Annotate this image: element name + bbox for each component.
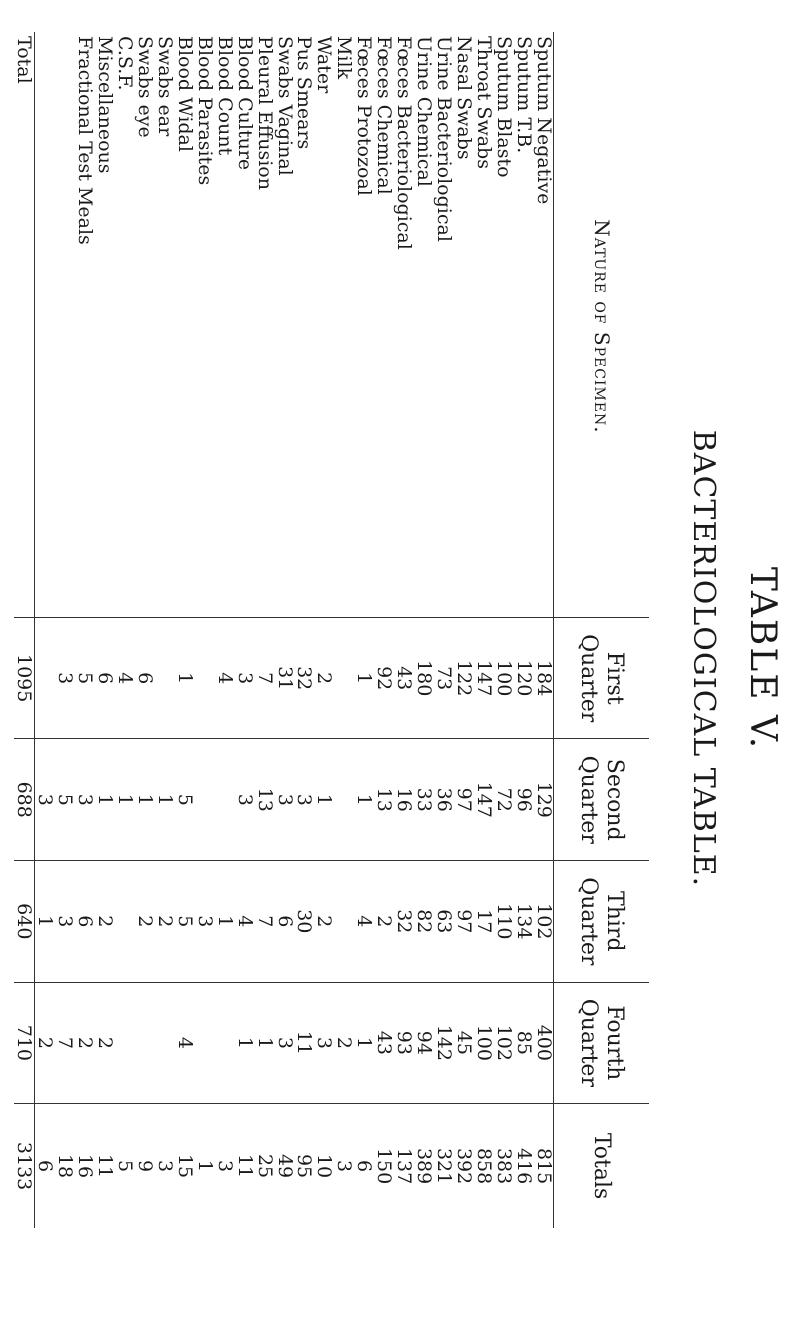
cell-third-quarter: 6 [75, 861, 95, 983]
cell-specimen-name: Sputum Negative [532, 36, 555, 205]
cell-second-quarter [194, 739, 214, 861]
header-nature: Nature of Specimen. [554, 32, 650, 617]
cell-total: 1 [194, 1104, 214, 1228]
cell-total: 11 [234, 1104, 254, 1228]
cell-third-quarter: 5 [174, 861, 194, 983]
cell-second-quarter: 5 [174, 739, 194, 861]
cell-specimen-name: Throat Swabs [472, 36, 495, 169]
cell-first-quarter: 7 [254, 617, 274, 739]
table-row [453, 32, 473, 1228]
cell-second-quarter: 1 [135, 739, 155, 861]
table-title: BACTERIOLOGICAL TABLE. [686, 429, 721, 888]
cell-third-quarter: 2 [135, 861, 155, 983]
cell-second-quarter: 3 [294, 739, 314, 861]
cell-total: 10 [314, 1104, 334, 1228]
cell-second-quarter: 13 [374, 739, 394, 861]
cell-total: 25 [254, 1104, 274, 1228]
cell-third-quarter [334, 861, 354, 983]
cell-third-quarter: 32 [394, 861, 414, 983]
cell-second-quarter: 33 [414, 739, 434, 861]
cell-total: 383 [493, 1104, 513, 1228]
table-row [294, 32, 314, 1228]
cell-total: 416 [513, 1104, 533, 1228]
table-row [254, 32, 274, 1228]
table-row [135, 32, 155, 1228]
table-row [334, 32, 354, 1228]
table-row [194, 32, 214, 1228]
cell-fourth-quarter: 2 [95, 982, 115, 1104]
cell-fourth-quarter: 102 [493, 982, 513, 1104]
cell-total: 3 [334, 1104, 354, 1228]
cell-fourth-quarter: 1 [234, 982, 254, 1104]
cell-total: 6 [354, 1104, 374, 1228]
table-row [433, 32, 453, 1228]
cell-first-quarter: 5 [75, 617, 95, 739]
header-third-quarter: Third Quarter [554, 861, 650, 983]
cell-fourth-quarter: 4 [174, 982, 194, 1104]
cell-second-quarter: 3 [234, 739, 254, 861]
cell-total: 392 [453, 1104, 473, 1228]
cell-total: 389 [414, 1104, 434, 1228]
cell-first-quarter: 32 [294, 617, 314, 739]
cell-first-quarter: 184 [533, 617, 553, 739]
cell-specimen-name: Urine Bacteriological [432, 36, 455, 242]
cell-third-quarter: 30 [294, 861, 314, 983]
table-row [473, 32, 493, 1228]
cell-total: 150 [374, 1104, 394, 1228]
table-row [35, 32, 55, 1228]
cell-specimen-name [35, 32, 55, 617]
cell-total: 3 [155, 1104, 175, 1228]
cell-first-quarter: 4 [214, 617, 234, 739]
table-body [14, 32, 554, 1228]
cell-specimen-name: C.S.F. [114, 36, 137, 91]
cell-fourth-quarter: 45 [453, 982, 473, 1104]
cell-total: 49 [274, 1104, 294, 1228]
cell-fourth-quarter: 2 [334, 982, 354, 1104]
cell-specimen-name: Sputum Blasto [492, 36, 515, 178]
cell-first-quarter: 4 [115, 617, 135, 739]
header-fourth-quarter: Fourth Quarter [554, 982, 650, 1104]
cell-second-quarter: 13 [254, 739, 274, 861]
cell-third-quarter: 3 [194, 861, 214, 983]
cell-third-quarter: 2 [155, 861, 175, 983]
cell-specimen-name: Urine Chemical [413, 36, 435, 187]
cell-fourth-quarter: 142 [433, 982, 453, 1104]
cell-first-quarter: 3 [234, 617, 254, 739]
table-row [274, 32, 294, 1228]
cell-second-quarter: 36 [433, 739, 453, 861]
table-row [214, 32, 234, 1228]
cell-second-quarter: 16 [394, 739, 414, 861]
cell-total: 18 [55, 1104, 75, 1228]
table-row [95, 32, 115, 1228]
cell-specimen-name: Blood Culture [233, 36, 256, 171]
cell-first-quarter: 1 [174, 617, 194, 739]
cell-total: 858 [473, 1104, 493, 1228]
cell-specimen-name: Fœces Protozoal [353, 36, 376, 196]
cell-second-quarter: 3 [35, 739, 55, 861]
cell-third-quarter: 2 [314, 861, 334, 983]
cell-fourth-quarter: 43 [374, 982, 394, 1104]
table-row [155, 32, 175, 1228]
cell-fourth-quarter: 3 [274, 982, 294, 1104]
cell-fourth-quarter: 710 [14, 982, 35, 1104]
total-row [14, 32, 35, 1228]
cell-second-quarter: 1 [314, 739, 334, 861]
cell-specimen-name: Sputum T.B. [512, 36, 535, 154]
cell-total: 6 [35, 1104, 55, 1228]
cell-total: 5 [115, 1104, 135, 1228]
cell-first-quarter: 100 [493, 617, 513, 739]
cell-fourth-quarter [155, 982, 175, 1104]
cell-third-quarter: 6 [274, 861, 294, 983]
cell-second-quarter: 1 [354, 739, 374, 861]
header-second-quarter: Second Quarter [554, 739, 650, 861]
bacteriological-table [14, 32, 649, 1228]
table-row [174, 32, 194, 1228]
cell-total: 95 [294, 1104, 314, 1228]
table-row [314, 32, 334, 1228]
cell-third-quarter: 3 [55, 861, 75, 983]
cell-total: 16 [75, 1104, 95, 1228]
cell-specimen-name: Blood Count [213, 36, 236, 156]
cell-total: 9 [135, 1104, 155, 1228]
cell-fourth-quarter [214, 982, 234, 1104]
cell-first-quarter: 2 [314, 617, 334, 739]
cell-second-quarter: 1 [155, 739, 175, 861]
table-row [533, 32, 553, 1228]
cell-total: 321 [433, 1104, 453, 1228]
cell-third-quarter: 63 [433, 861, 453, 983]
cell-third-quarter: 82 [414, 861, 434, 983]
cell-second-quarter: 3 [75, 739, 95, 861]
table-row [354, 32, 374, 1228]
cell-total: 15 [174, 1104, 194, 1228]
cell-third-quarter: 134 [513, 861, 533, 983]
cell-total: 11 [95, 1104, 115, 1228]
cell-total: 3 [214, 1104, 234, 1228]
cell-first-quarter [155, 617, 175, 739]
cell-specimen-name: Fœces Chemical [373, 36, 396, 195]
cell-specimen-name: Pleural Effusion [253, 36, 276, 190]
cell-fourth-quarter [135, 982, 155, 1104]
cell-first-quarter: 3 [55, 617, 75, 739]
cell-specimen-name: Swabs Vaginal [273, 36, 296, 176]
cell-second-quarter: 5 [55, 739, 75, 861]
table-row [374, 32, 394, 1228]
table-row [115, 32, 135, 1228]
cell-specimen-name: Blood Widal [173, 36, 196, 152]
cell-fourth-quarter: 1 [254, 982, 274, 1104]
cell-third-quarter: 102 [533, 861, 553, 983]
cell-fourth-quarter: 400 [533, 982, 553, 1104]
cell-second-quarter [334, 739, 354, 861]
cell-fourth-quarter: 85 [513, 982, 533, 1104]
header-first-quarter: First Quarter [554, 617, 650, 739]
cell-specimen-name: Fractional Test Meals [74, 36, 97, 245]
cell-first-quarter: 6 [95, 617, 115, 739]
table-row [414, 32, 434, 1228]
cell-second-quarter: 129 [533, 739, 553, 861]
cell-second-quarter: 3 [274, 739, 294, 861]
header-row [554, 32, 650, 1228]
table-row [513, 32, 533, 1228]
cell-second-quarter: 96 [513, 739, 533, 861]
cell-third-quarter: 2 [374, 861, 394, 983]
cell-specimen-name: Swabs eye [134, 36, 157, 138]
cell-second-quarter: 72 [493, 739, 513, 861]
cell-fourth-quarter [194, 982, 214, 1104]
cell-specimen-name: Fœces Bacteriological [393, 36, 416, 250]
table-row [493, 32, 513, 1228]
cell-specimen-name [55, 32, 75, 617]
table-row [55, 32, 75, 1228]
cell-total: 137 [394, 1104, 414, 1228]
cell-first-quarter: 147 [473, 617, 493, 739]
cell-specimen-name: Water [313, 36, 336, 94]
cell-specimen-name: Pus Smears [293, 36, 316, 150]
cell-fourth-quarter: 2 [35, 982, 55, 1104]
cell-third-quarter: 7 [254, 861, 274, 983]
cell-first-quarter [334, 617, 354, 739]
cell-first-quarter: 73 [433, 617, 453, 739]
cell-first-quarter: 92 [374, 617, 394, 739]
cell-third-quarter: 2 [95, 861, 115, 983]
cell-third-quarter: 110 [493, 861, 513, 983]
cell-specimen-name: Milk [333, 36, 356, 80]
table-row [75, 32, 95, 1228]
cell-first-quarter: 43 [394, 617, 414, 739]
table-row [394, 32, 414, 1228]
cell-third-quarter: 4 [354, 861, 374, 983]
cell-second-quarter: 1 [115, 739, 135, 861]
cell-second-quarter: 688 [14, 739, 35, 861]
cell-specimen-name: Blood Parasites [193, 36, 216, 186]
cell-fourth-quarter: 93 [394, 982, 414, 1104]
cell-first-quarter: 180 [414, 617, 434, 739]
cell-first-quarter: 120 [513, 617, 533, 739]
cell-first-quarter: 1095 [14, 617, 35, 739]
cell-fourth-quarter: 3 [314, 982, 334, 1104]
table-row [234, 32, 254, 1228]
cell-fourth-quarter: 94 [414, 982, 434, 1104]
cell-fourth-quarter: 2 [75, 982, 95, 1104]
cell-specimen-name: Nasal Swabs [452, 36, 475, 160]
cell-fourth-quarter: 7 [55, 982, 75, 1104]
cell-second-quarter: 1 [95, 739, 115, 861]
table-number: TABLE V. [742, 566, 783, 751]
cell-fourth-quarter: 1 [354, 982, 374, 1104]
cell-second-quarter: 97 [453, 739, 473, 861]
cell-third-quarter: 1 [214, 861, 234, 983]
cell-second-quarter: 147 [473, 739, 493, 861]
cell-specimen-name: Total [14, 32, 35, 617]
cell-fourth-quarter [115, 982, 135, 1104]
cell-third-quarter: 17 [473, 861, 493, 983]
cell-specimen-name: Miscellaneous [94, 36, 117, 174]
cell-fourth-quarter: 11 [294, 982, 314, 1104]
cell-first-quarter: 122 [453, 617, 473, 739]
cell-specimen-name: Swabs ear [154, 36, 177, 137]
cell-third-quarter: 1 [35, 861, 55, 983]
cell-third-quarter: 4 [234, 861, 254, 983]
cell-second-quarter [214, 739, 234, 861]
cell-first-quarter: 1 [354, 617, 374, 739]
cell-third-quarter: 97 [453, 861, 473, 983]
cell-total: 815 [533, 1104, 553, 1228]
cell-first-quarter: 6 [135, 617, 155, 739]
cell-third-quarter [115, 861, 135, 983]
cell-total: 3133 [14, 1104, 35, 1228]
cell-first-quarter [194, 617, 214, 739]
cell-third-quarter: 640 [14, 861, 35, 983]
cell-fourth-quarter: 100 [473, 982, 493, 1104]
cell-first-quarter [35, 617, 55, 739]
header-totals: Totals [554, 1104, 650, 1228]
cell-first-quarter: 31 [274, 617, 294, 739]
